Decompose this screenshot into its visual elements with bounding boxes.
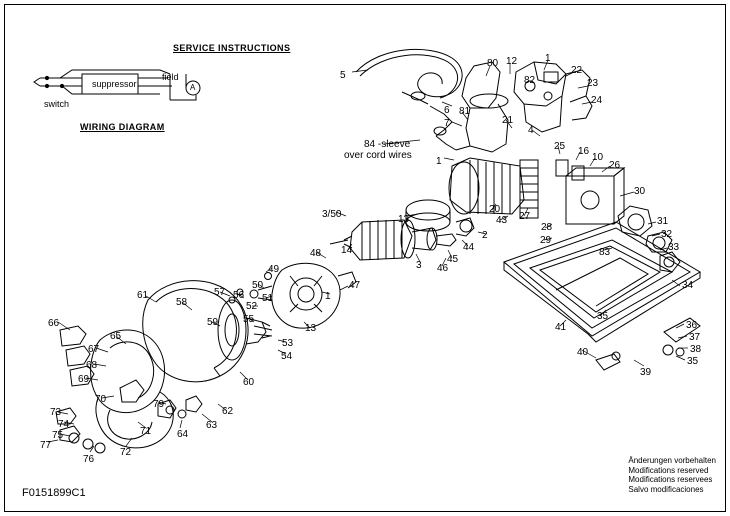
callout-80: 80: [487, 58, 499, 69]
callout-26: 26: [609, 160, 621, 171]
annotation-sleeve: 84 -sleeve: [364, 139, 411, 150]
callout-60: 60: [243, 377, 255, 388]
callout-52: 52: [246, 301, 258, 312]
callout-55: 55: [243, 314, 255, 325]
callout-7: 7: [444, 118, 450, 129]
callout-45: 45: [447, 254, 459, 265]
callout-35-lower: 35: [687, 356, 699, 367]
callout-13-upper: 13: [398, 214, 410, 225]
callout-69: 69: [78, 374, 90, 385]
callout-70: 70: [95, 394, 107, 405]
callout-41: 41: [555, 322, 567, 333]
callout-12: 12: [506, 56, 518, 67]
callout-61: 61: [137, 290, 149, 301]
callout-24: 24: [591, 95, 603, 106]
callout-76: 76: [83, 454, 95, 465]
callout-64: 64: [177, 429, 189, 440]
callout-40: 40: [577, 347, 589, 358]
callout-31: 31: [657, 216, 669, 227]
callout-53: 53: [282, 338, 294, 349]
callout-1-gearcase: 1: [325, 291, 331, 302]
callout-75: 75: [52, 430, 64, 441]
callout-16: 16: [578, 146, 590, 157]
callout-82: 82: [524, 75, 536, 86]
callout-51: 51: [262, 293, 274, 304]
callout-21: 21: [502, 115, 514, 126]
callout-68: 68: [86, 360, 98, 371]
annotation-over-cord-wires: over cord wires: [344, 150, 412, 161]
callout-43: 43: [496, 215, 508, 226]
callout-38: 38: [690, 344, 702, 355]
suppressor-label: suppressor: [92, 79, 137, 89]
footer-notes: [628, 456, 716, 494]
callout-81: 81: [459, 106, 471, 117]
callout-37: 37: [689, 332, 701, 343]
callout-47: 47: [349, 280, 361, 291]
callout-67: 67: [88, 344, 100, 355]
service-instructions-title: SERVICE INSTRUCTIONS: [173, 43, 291, 53]
callout-48: 48: [310, 248, 322, 259]
callout-20: 20: [489, 204, 501, 215]
callout-66: 66: [48, 318, 60, 329]
callout-29: 29: [540, 235, 552, 246]
callout-1-top: 1: [545, 53, 551, 64]
callout-50: 50: [252, 280, 264, 291]
callout-4: 4: [528, 125, 534, 136]
callout-28: 28: [541, 222, 553, 233]
callout-5: 5: [340, 70, 346, 81]
callout-74: 74: [58, 419, 70, 430]
callout-62: 62: [222, 406, 234, 417]
footer-note-fr: Modifications reservees: [628, 475, 713, 484]
callout-73: 73: [50, 407, 62, 418]
callout-36: 36: [686, 320, 698, 331]
callout-46: 46: [437, 263, 449, 274]
callout-14: 14: [341, 245, 353, 256]
callout-2: 2: [482, 230, 488, 241]
callout-10: 10: [592, 152, 604, 163]
callout-83: 83: [599, 247, 611, 258]
callout-13-lower: 13: [305, 323, 317, 334]
callout-72: 72: [120, 447, 132, 458]
footer-note-en: Modifications reserved: [628, 465, 709, 475]
callout-57: 57: [214, 287, 226, 298]
callout-23: 23: [587, 78, 599, 89]
armature-label: A: [190, 83, 196, 92]
field-label: field: [162, 72, 179, 82]
wiring-diagram-title: WIRING DIAGRAM: [80, 122, 165, 132]
callout-34: 34: [682, 280, 694, 291]
callout-49: 49: [268, 264, 280, 275]
callout-27: 27: [519, 211, 531, 222]
footer-note-de: Änderungen vorbehalten: [628, 456, 716, 465]
callout-1-cord: 1: [436, 156, 442, 167]
callout-77: 77: [40, 440, 52, 451]
callout-22: 22: [571, 65, 583, 76]
callout-71: 71: [140, 426, 152, 437]
callout-33: 33: [668, 242, 680, 253]
part-code: F0151899C1: [22, 487, 86, 499]
callout-32: 32: [661, 229, 673, 240]
callout-56: 56: [233, 290, 245, 301]
callout-25: 25: [554, 141, 566, 152]
callout-39: 39: [640, 367, 652, 378]
callout-6: 6: [444, 105, 450, 116]
callout-63: 63: [206, 420, 218, 431]
callout-54: 54: [281, 351, 293, 362]
callout-30: 30: [634, 186, 646, 197]
callout-79: 79: [153, 399, 165, 410]
annotation-3-50: 3/50: [322, 209, 342, 220]
callout-35-upper: 35: [597, 311, 609, 322]
callout-65: 65: [110, 331, 122, 342]
callout-58: 58: [176, 297, 188, 308]
switch-label: switch: [44, 99, 70, 109]
callout-59: 59: [207, 317, 219, 328]
callout-3: 3: [416, 260, 422, 271]
footer-note-es: Salvo modificaciones: [628, 484, 704, 494]
callout-44: 44: [463, 242, 475, 253]
